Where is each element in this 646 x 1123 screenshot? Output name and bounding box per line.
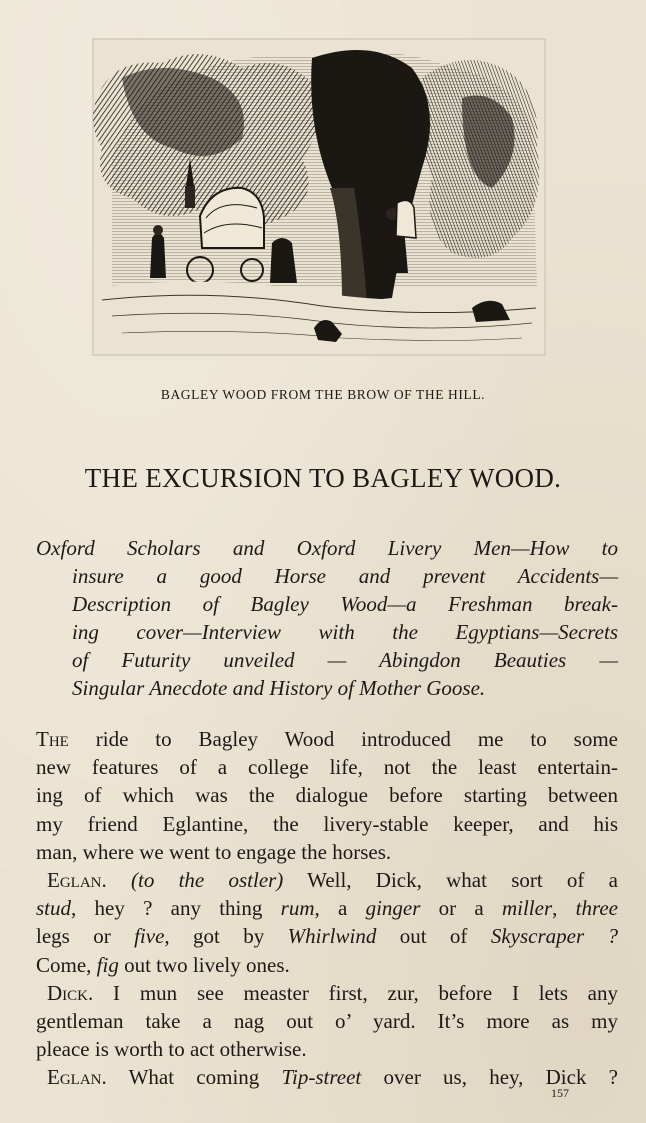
paragraph-line: my friend Eglantine, the livery-stable keeper, and his (36, 811, 618, 836)
paragraph-line: new features of a college life, not the least entertain- (36, 755, 618, 780)
paragraph-line: Eglan. (to the ostler) Well, Dick, what sort of a (47, 868, 618, 893)
lead-word: The (36, 727, 69, 751)
chapter-title: THE EXCURSION TO BAGLEY WOOD. (84, 463, 562, 493)
speaker-name: Dick. (47, 980, 94, 1005)
synopsis-line: Description of Bagley Wood—a Freshman break- (72, 592, 618, 616)
paragraph-line: Come, fig out two lively ones. (36, 952, 290, 977)
paragraph-line: gentleman take a nag out o’ yard. It’s more as my (36, 1009, 618, 1034)
stage-direction: (to the ostler) (131, 868, 284, 893)
synopsis-line: Singular Anecdote and History of Mother Goose. (72, 676, 486, 700)
paragraph-line: Eglan. What coming Tip-street over us, hey, Dick ? (47, 1065, 618, 1090)
paragraph-line: legs or five, got by Whirlwind out of Skyscraper ? (36, 924, 618, 949)
synopsis-line: insure a good Horse and prevent Accidents— (72, 564, 618, 588)
paragraph-line: The ride to Bagley Wood introduced me to some (36, 727, 618, 751)
paragraph-line: pleace is worth to act otherwise. (36, 1037, 307, 1062)
synopsis-line: ing cover—Interview with the Egyptians—Secrets (72, 620, 618, 644)
synopsis-line: of Futurity unveiled — Abingdon Beauties — (72, 648, 618, 672)
illustration-caption: BAGLEY WOOD FROM THE BROW OF THE HILL. (160, 387, 486, 402)
chapter-synopsis (36, 534, 618, 702)
body-text (36, 725, 618, 1092)
speaker-name: Eglan. (47, 868, 107, 893)
paragraph-line: Dick. I mun see measter first, zur, before I lets any (47, 980, 618, 1005)
speaker-name: Eglan. (47, 1065, 107, 1090)
page-number: 157 (551, 1086, 569, 1100)
paragraph-line: man, where we went to engage the horses. (36, 839, 392, 864)
paragraph-line: stud, hey ? any thing rum, a ginger or a miller, three (36, 896, 618, 921)
paragraph-line: ing of which was the dialogue before starting between (36, 783, 618, 808)
bagley-wood-engraving (92, 38, 546, 356)
synopsis-line: Oxford Scholars and Oxford Livery Men—How to (36, 536, 618, 560)
